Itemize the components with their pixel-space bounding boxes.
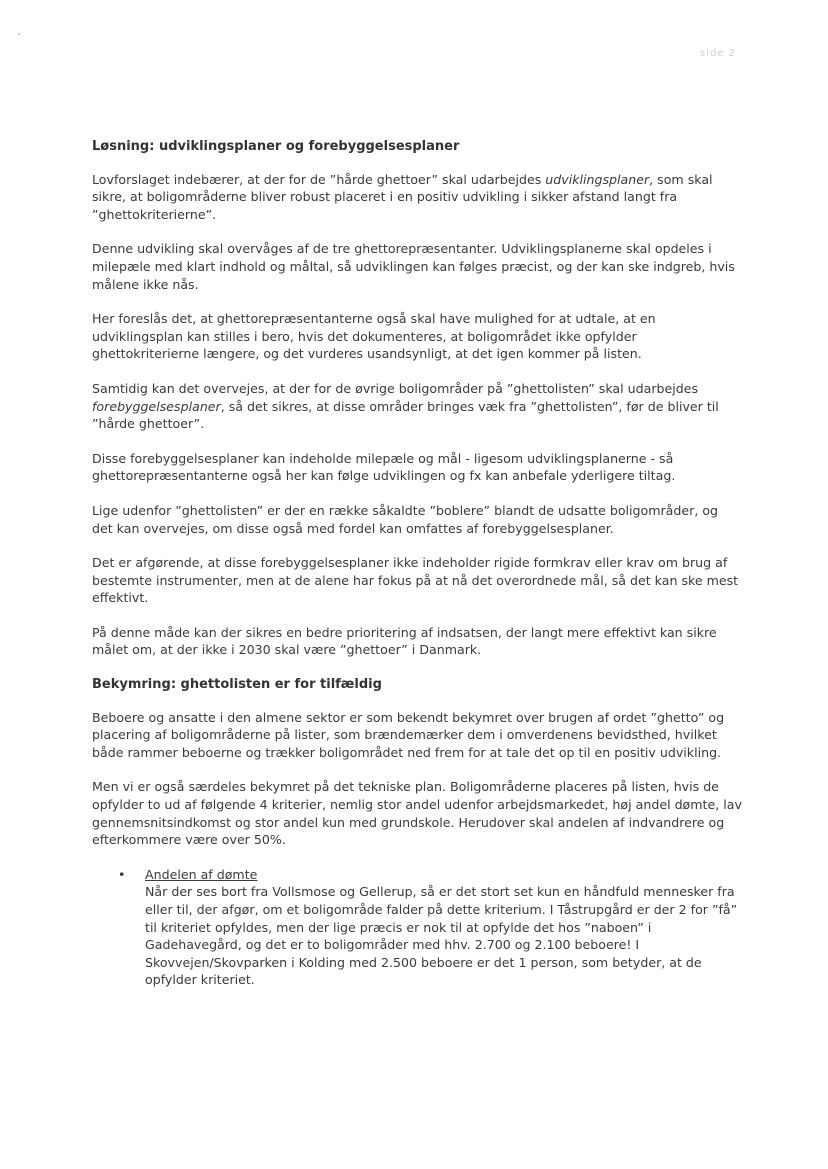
document-body [92,138,742,989]
scan-speck [18,33,20,35]
section-heading-solution: Løsning: udviklingsplaner og forebyggelsesplaner [92,139,460,154]
section-heading-concern: Bekymring: ghettolisten er for tilfældig [92,677,382,693]
bullet-symbol: • [118,866,126,882]
paragraph: Denne udvikling skal overvåges af de tre ghettorepræsentanter. Udviklingsplanerne skal opdeles i milepæle med klart indhold og måltal, så udviklingen kan følges præcist, og der kan ske indgreb, hvis målene ikke nås. [92,241,735,292]
italic-term: udviklingsplaner [545,171,650,187]
paragraph: Lige udenfor ”ghettolisten” er der en række såkaldte ”boblere” blandt de udsatte boligområder, og det kan overvejes, om disse også med fordel kan omfattes af forebyggelsesplaner. [92,502,719,536]
paragraph: Disse forebyggelsesplaner kan indeholde milepæle og mål - ligesom udviklingsplanerne - så ghettorepræsentanterne også her kan følge udviklingen og fx kan anbefale yderligere tiltag. [92,450,676,484]
paragraph: Det er afgørende, at disse forebyggelsesplaner ikke indeholder rigide formkrav eller krav om brug af bestemte instrumenter, men at de alene har fokus på at nå det overordnede mål, så det kan ske mest effektivt. [92,555,739,606]
paragraph: Men vi er også særdeles bekymret på det tekniske plan. Boligområderne placeres på listen, hvis de opfylder to ud af følgende 4 kriterier, nemlig stor andel udenfor arbejdsmarkedet, høj andel dømte, lav gennemsnitsindkomst og stor andel kun med grundskole. Herudover skal andelen af indvandrere og efterkommere være over 50%. [92,779,742,848]
paragraph: Samtidig kan det overvejes, at der for de øvrige boligområder på ”ghettolisten” skal udarbejdes forebyggelsesplaner, så det sikres, at disse områder bringes væk fra ”ghettolisten”, før de bliver til ”hårde ghettoer”. [92,380,719,432]
bullet-list [92,866,742,989]
bullet-title: Andelen af dømte [145,866,258,882]
page-number: side 2 [699,48,736,59]
italic-term: forebyggelsesplaner [92,398,221,414]
paragraph: Her foreslås det, at ghettorepræsentanterne også skal have mulighed for at udtale, at en udviklingsplan kan stilles i bero, hvis det dokumenteres, at boligområdet ikke opfylder ghettokriterierne længere, og det vurderes usandsynligt, at det igen kommer på listen. [92,311,656,362]
paragraph: Lovforslaget indebærer, at der for de ”hårde ghettoer” skal udarbejdes udviklingsplaner, som skal sikre, at boligområderne bliver robust placeret i en positiv udvikling i sikker afstand langt fra ”ghettokriterierne”. [92,171,713,222]
list-item [92,866,742,989]
paragraph: Beboere og ansatte i den almene sektor er som bekendt bekymret over brugen af ordet ”ghetto” og placering af boligområderne på lister, som brændemærker dem i omverdenens bevidsthed, hvilket både rammer beboerne og trækker boligområdet ned frem for at tale det op til en positiv udvikling. [92,709,725,760]
bullet-text: Når der ses bort fra Vollsmose og Gellerup, så er det stort set kun en håndfuld mennesker fra eller til, der afgør, om et boligområde falder på dette kriterium. I Tåstrupgård er der 2 for ”få” til kriteriet opfyldes, men der lige præcis er nok til at opfylde det hos ”naboen” i Gadehavegård, og det er to boligområder med hhv. 2.700 og 2.100 beboere! I Skovvejen/Skovparken i Kolding med 2.500 beboere er det 1 person, som betyder, at de opfylder kriteriet. [145,884,738,988]
paragraph: På denne måde kan der sikres en bedre prioritering af indsatsen, der langt mere effektivt kan sikre målet om, at der ikke i 2030 skal være ”ghettoer” i Danmark. [92,624,717,658]
